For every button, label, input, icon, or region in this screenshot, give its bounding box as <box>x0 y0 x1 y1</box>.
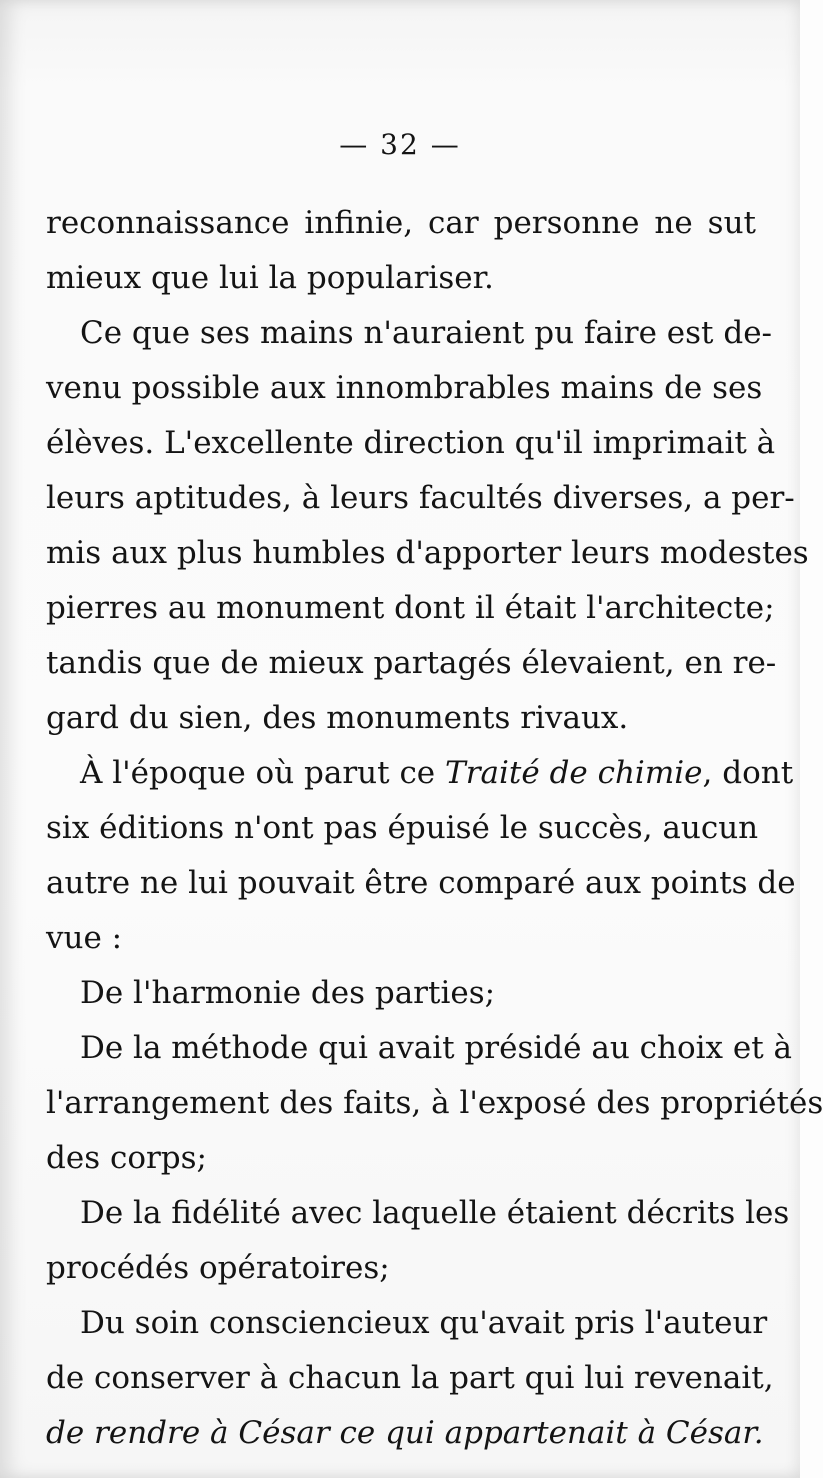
text-line: tandis que de mieux partagés élevaient, en re- <box>46 645 777 681</box>
text-line: procédés opératoires; <box>46 1250 390 1286</box>
text-line: Du soin consciencieux qu'avait pris l'auteur <box>80 1305 768 1341</box>
body-text <box>46 196 823 1461</box>
text-line: mieux que lui la populariser. <box>46 260 494 296</box>
text-line: élèves. L'excellente direction qu'il imprimait à <box>46 425 776 461</box>
text-line-italic: de rendre à César ce qui appartenait à César. <box>46 1415 764 1451</box>
text-line: gard du sien, des monuments rivaux. <box>46 700 629 736</box>
text-line <box>46 746 794 801</box>
text-line: autre ne lui pouvait être comparé aux points de <box>46 865 796 901</box>
text-line: De la fidélité avec laquelle étaient décrits les <box>80 1195 790 1231</box>
text-line: reconnaissance infinie, car personne ne sut <box>46 205 756 241</box>
text-line: vue : <box>46 920 123 956</box>
text-line: De l'harmonie des parties; <box>80 975 496 1011</box>
text-line: l'arrangement des faits, à l'exposé des propriétés <box>46 1085 823 1121</box>
text-line: De la méthode qui avait présidé au choix et à <box>80 1030 793 1066</box>
text-line: venu possible aux innombrables mains de ses <box>46 370 763 406</box>
text-line: pierres au monument dont il était l'architecte; <box>46 590 775 626</box>
book-title-italic: Traité de chimie <box>445 755 703 791</box>
text-segment: , dont <box>702 755 794 791</box>
text-line: six éditions n'ont pas épuisé le succès, aucun <box>46 810 759 846</box>
text-line: de conserver à chacun la part qui lui revenait, <box>46 1360 774 1396</box>
text-line: Ce que ses mains n'auraient pu faire est de- <box>80 315 773 351</box>
text-line: mis aux plus humbles d'apporter leurs modestes <box>46 535 809 571</box>
text-line: des corps; <box>46 1140 207 1176</box>
text-line: leurs aptitudes, à leurs facultés diverses, a per- <box>46 480 795 516</box>
text-segment: À l'époque où parut ce <box>80 755 436 791</box>
page-number: — 32 — <box>339 128 461 161</box>
